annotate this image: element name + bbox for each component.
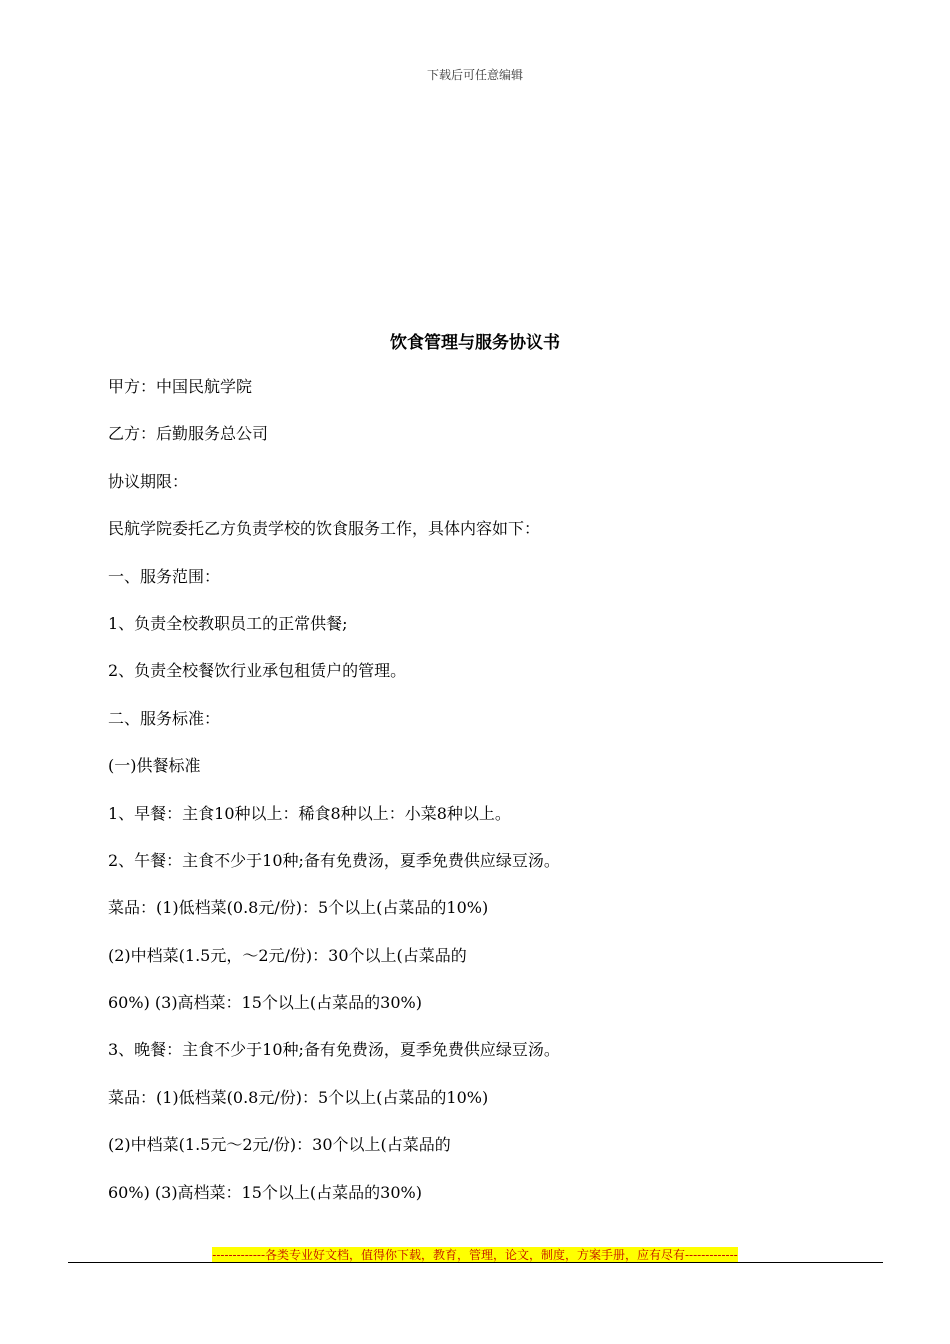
intro-paragraph: 民航学院委托乙方负责学校的饮食服务工作，具体内容如下： [108,519,541,539]
party-b-line: 乙方：后勤服务总公司 [108,424,269,444]
scope-item-2: 2、负责全校餐饮行业承包租赁户的管理。 [108,661,407,681]
breakfast-line: 1、早餐：主食10种以上：稀食8种以上：小菜8种以上。 [108,803,511,823]
lunch-line: 2、午餐：主食不少于10种;备有免费汤，夏季免费供应绿豆汤。 [108,850,560,870]
footer-banner-text: -------------各类专业好文档，值得你下载，教育，管理，论文，制度，方案手册，应有尽有------------- [212,1248,738,1262]
document-title: 饮食管理与服务协议书 [390,333,560,353]
lunch-dishes-mid: (2)中档菜(1.5元，～2元/份)：30个以上(占菜品的 [108,945,467,965]
dinner-dishes-mid: (2)中档菜(1.5元～2元/份)：30个以上(占菜品的 [108,1135,451,1155]
lunch-dishes-high: 60%) (3)高档菜：15个以上(占菜品的30%) [108,993,422,1013]
scope-item-1: 1、负责全校教职员工的正常供餐; [108,613,348,633]
footer-divider [68,1262,883,1263]
document-body [108,375,868,1228]
section-heading-standard: 二、服务标准： [108,708,221,728]
subsection-heading-meal: (一)供餐标准 [108,756,201,776]
party-a-line: 甲方：中国民航学院 [108,377,253,396]
footer-banner [0,1244,950,1263]
dinner-dishes-high: 60%) (3)高档菜：15个以上(占菜品的30%) [108,1182,422,1202]
section-heading-scope: 一、服务范围： [108,566,221,586]
dinner-line: 3、晚餐：主食不少于10种;备有免费汤，夏季免费供应绿豆汤。 [108,1040,560,1060]
page-header: 下载后可任意编辑 [426,68,523,82]
dinner-dishes-low: 菜品：(1)低档菜(0.8元/份)：5个以上(占菜品的10%) [108,1087,489,1107]
lunch-dishes-low: 菜品：(1)低档菜(0.8元/份)：5个以上(占菜品的10%) [108,898,489,918]
term-line: 协议期限： [108,471,189,491]
